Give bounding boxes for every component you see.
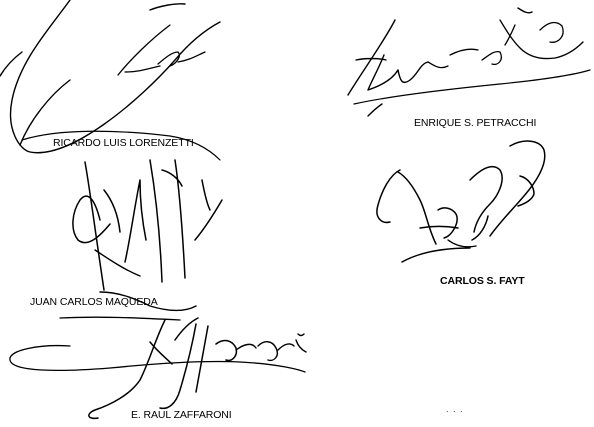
signatory-name: CARLOS S. FAYT	[440, 275, 525, 287]
signatory-name: JUAN CARLOS MAQUEDA	[30, 296, 158, 308]
signatory-name: ENRIQUE S. PETRACCHI	[414, 117, 537, 129]
ink-dots: . . .	[446, 404, 464, 414]
signatory-name: RICARDO LUIS LORENZETTI	[53, 137, 194, 149]
signatory-name: E. RAUL ZAFFARONI	[131, 409, 232, 421]
